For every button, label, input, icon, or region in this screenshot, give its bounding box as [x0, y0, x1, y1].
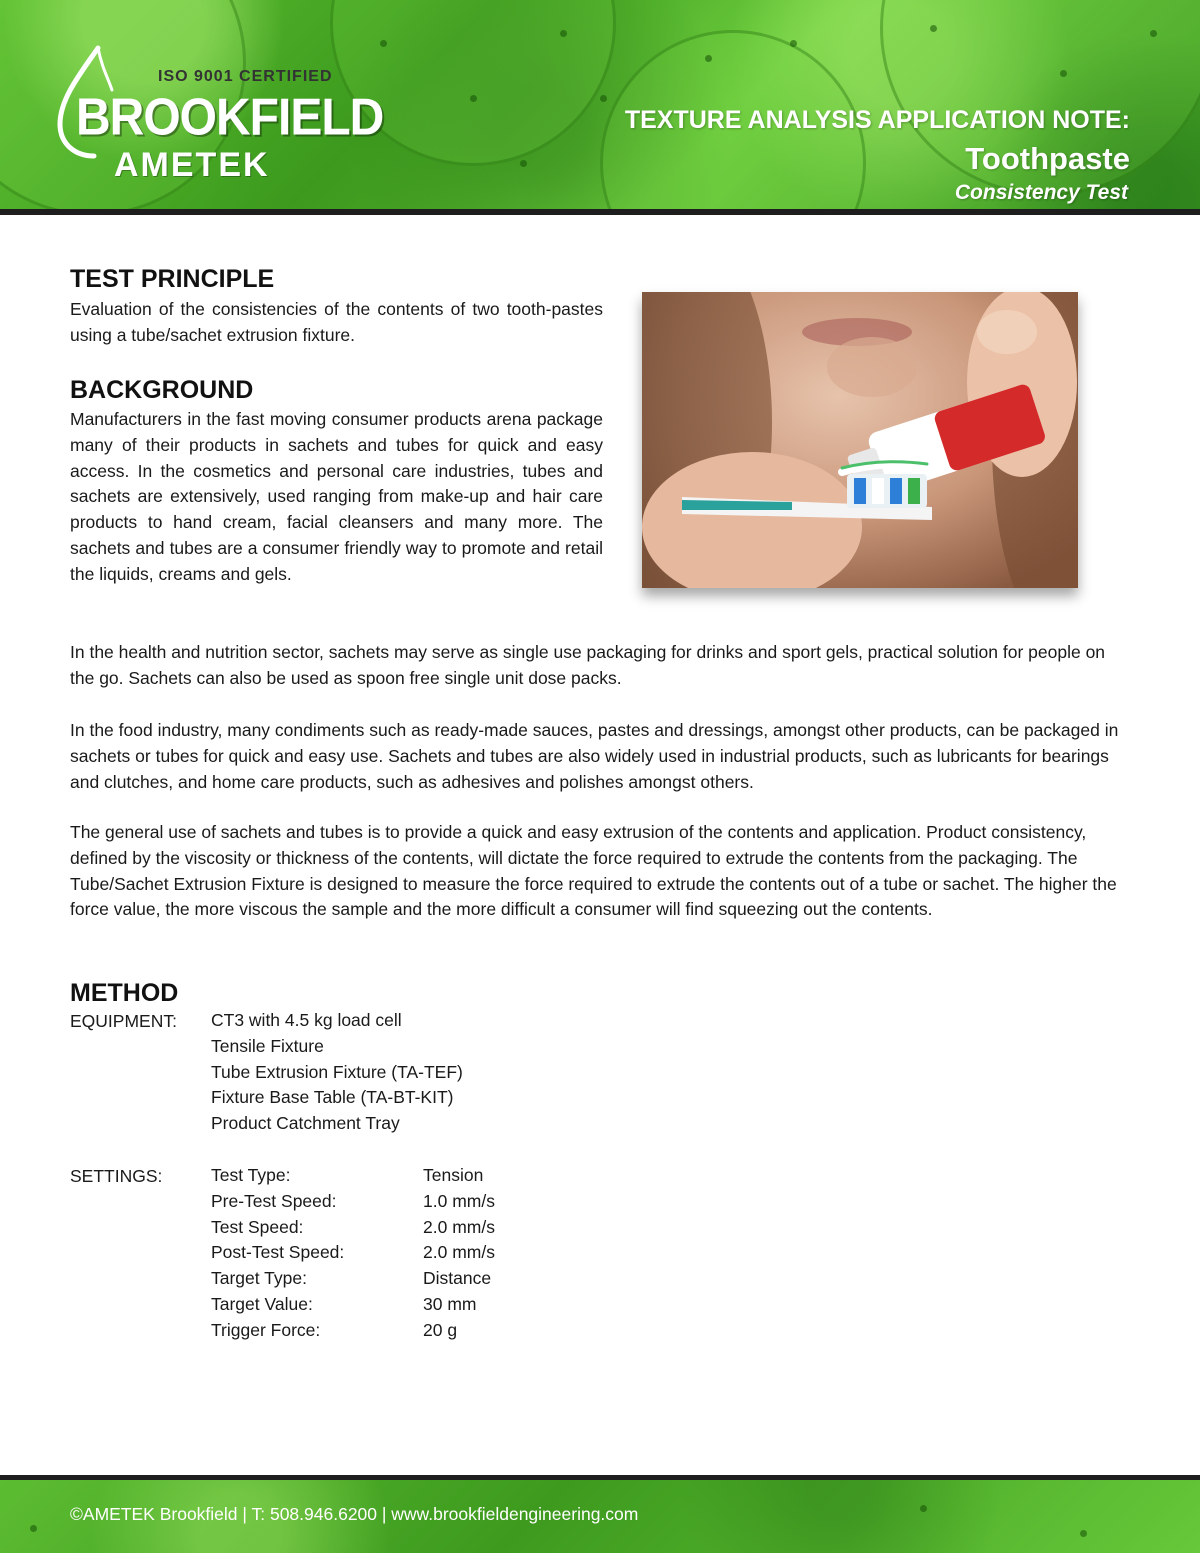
brookfield-ametek-logo [48, 38, 384, 188]
method-heading: METHOD [70, 979, 179, 1007]
equipment-list [211, 1008, 463, 1137]
ametek-wordmark: AMETEK [114, 146, 270, 184]
product-title: Toothpaste [965, 141, 1130, 176]
test-subtitle: Consistency Test [954, 181, 1128, 204]
test-principle-text: Evaluation of the consistencies of the contents of two tooth-pastes using a tube/sachet extrusion fixture. [70, 299, 603, 345]
header-texture-dot [600, 95, 607, 102]
background-paragraph: Manufacturers in the fast moving consumer products arena package many of their products in sachets and tubes for quick and easy access. In the cosmetics and personal care industries, tubes and sachets are extensively, used ranging from make-up and hair care products to hand cream, facial cleansers and many more. The sachets and tubes are a consumer friendly way to promote and retail the liquids, creams and gels. [70, 409, 603, 584]
setting-value: 2.0 mm/s [423, 1242, 495, 1263]
header-texture-dot [930, 25, 937, 32]
background-paragraph: In the health and nutrition sector, sachets may serve as single use packaging for drinks and sport gels, practical solution for people on the go. Sachets can also be used as spoon free single unit dose packs. [70, 642, 1106, 688]
iso-certified-label: ISO 9001 CERTIFIED [158, 68, 333, 85]
footer-texture-dot [920, 1505, 927, 1512]
setting-name: Pre-Test Speed: [211, 1190, 337, 1211]
settings-label: SETTINGS: [70, 1166, 163, 1186]
setting-value: 20 g [423, 1319, 458, 1340]
equipment-item: Tube Extrusion Fixture (TA-TEF) [211, 1061, 463, 1082]
page-header [0, 0, 1200, 215]
equipment-item: CT3 with 4.5 kg load cell [211, 1010, 402, 1030]
setting-value: 1.0 mm/s [423, 1190, 495, 1211]
setting-name: Post-Test Speed: [211, 1242, 345, 1263]
setting-value: Distance [423, 1268, 492, 1289]
setting-value: 2.0 mm/s [423, 1216, 495, 1237]
setting-name: Target Value: [211, 1293, 313, 1314]
equipment-item: Fixture Base Table (TA-BT-KIT) [211, 1087, 454, 1108]
toothpaste-illustration [642, 292, 1078, 588]
header-texture-dot [470, 95, 477, 102]
header-texture-dot [520, 160, 527, 167]
equipment-label: EQUIPMENT: [70, 1011, 177, 1031]
setting-name: Target Type: [211, 1268, 307, 1289]
application-note-title: TEXTURE ANALYSIS APPLICATION NOTE: [624, 106, 1130, 134]
setting-name: Test Type: [211, 1165, 291, 1185]
equipment-item: Tensile Fixture [211, 1035, 324, 1056]
equipment-item: Product Catchment Tray [211, 1113, 400, 1134]
background-paragraph: In the food industry, many condiments such as ready-made sauces, pastes and dressings, amongst other products, can be packaged in sachets or tubes for quick and easy use. Sachets and tubes are also widely used in industrial products, such as lubricants for bearings and clutches, and home care products, such as adhesives and polishes amongst others. [70, 720, 1119, 792]
page-footer [0, 1475, 1200, 1553]
header-texture-dot [705, 55, 712, 62]
setting-value: Tension [423, 1165, 484, 1185]
header-texture-dot [380, 40, 387, 47]
background-heading: BACKGROUND [70, 376, 254, 404]
toothpaste-photo [642, 292, 1078, 588]
test-principle-heading: TEST PRINCIPLE [70, 265, 275, 293]
setting-value: 30 mm [423, 1293, 477, 1314]
background-paragraph: The general use of sachets and tubes is to provide a quick and easy extrusion of the contents and application. Product consistency, defined by the viscosity or thickness of the contents, will dictate the force required to extrude the contents from the packaging. The Tube/Sachet Extrusion Fixture is designed to measure the force required to extrude the contents out of a tube or sachet. The higher the force value, the more viscous the sample and the more difficult a consumer will find squeezing out the contents. [70, 822, 1117, 920]
setting-name: Test Speed: [211, 1216, 304, 1237]
footer-texture-dot [1080, 1530, 1087, 1537]
brookfield-wordmark: BROOKFIELD [76, 89, 384, 147]
footer-contact: ©AMETEK Brookfield | T: 508.946.6200 | www.brookfieldengineering.com [70, 1504, 639, 1524]
header-texture-dot [790, 40, 797, 47]
setting-name: Trigger Force: [211, 1319, 321, 1340]
header-texture-dot [1060, 70, 1067, 77]
footer-texture-dot [30, 1525, 37, 1532]
header-texture-dot [1150, 30, 1157, 37]
header-texture-dot [560, 30, 567, 37]
